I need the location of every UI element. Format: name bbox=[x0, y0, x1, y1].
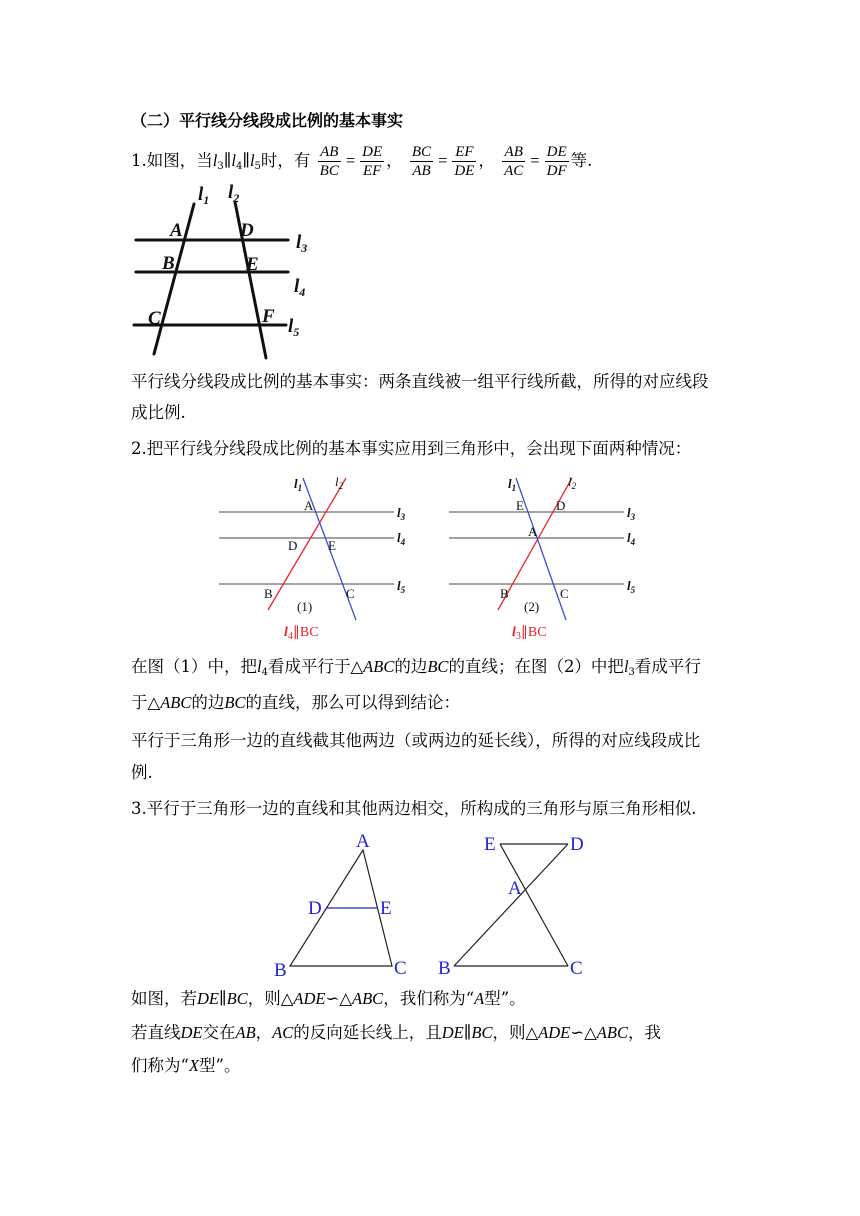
para2-line-1: 在图（1）中，把$l_4$看成平行于△ABC的边BC的直线；在图（2）中把$l_3$看成平行 bbox=[131, 657, 701, 678]
label-l4: $l_4$ bbox=[294, 276, 306, 299]
label-l5: $l_5$ bbox=[288, 316, 300, 339]
svg-text:B: B bbox=[500, 586, 509, 601]
svg-text:C: C bbox=[570, 958, 583, 979]
svg-text:A: A bbox=[304, 498, 314, 513]
label-F: F bbox=[262, 306, 275, 327]
svg-text:E: E bbox=[380, 898, 392, 919]
svg-text:A: A bbox=[528, 524, 538, 539]
figure-parallel-lines bbox=[128, 182, 328, 367]
fraction: $\frac{DE}{DF}$ bbox=[546, 144, 567, 179]
svg-text:D: D bbox=[288, 538, 298, 553]
svg-text:D: D bbox=[308, 898, 322, 919]
label-D: D bbox=[240, 220, 254, 241]
fraction: $\frac{EF}{DE}$ bbox=[454, 144, 475, 179]
svg-text:(2): (2) bbox=[524, 599, 540, 614]
x-type-line-1: 若直线DE交在AB，AC的反向延长线上，且DE∥BC，则△ADE∽△ABC，我 bbox=[131, 1023, 661, 1042]
svg-text:E: E bbox=[516, 498, 524, 513]
item3-statement: 3.平行于三角形一边的直线和其他两边相交，所构成的三角形与原三角形相似. bbox=[131, 799, 697, 818]
svg-text:l5: $l_5$ bbox=[627, 578, 636, 595]
svg-text:l4: $l_4$ bbox=[397, 530, 406, 547]
svg-text:l1: $l_1$ bbox=[508, 476, 517, 493]
svg-text:B: B bbox=[264, 586, 273, 601]
svg-text:C: C bbox=[394, 958, 407, 979]
fraction: $\frac{BC}{AB}$ bbox=[411, 144, 432, 179]
svg-text:B: B bbox=[438, 958, 451, 979]
section-title: （二）平行线分线段成比例的基本事实 bbox=[131, 111, 404, 130]
conclusion-line-1: 平行于三角形一边的直线截其他两边（或两边的延长线），所得的对应线段成比 bbox=[131, 731, 701, 750]
fact-line-2: 成比例. bbox=[131, 403, 186, 422]
fraction: $\frac{AB}{BC}$ bbox=[319, 144, 339, 179]
svg-text:A: A bbox=[508, 878, 522, 899]
svg-text:l2: $l_2$ bbox=[568, 474, 577, 491]
svg-text:E: E bbox=[328, 538, 336, 553]
fraction: $\frac{DE}{EF}$ bbox=[362, 144, 383, 179]
svg-text:(1): (1) bbox=[297, 599, 313, 614]
a-type-statement: 如图，若DE∥BC，则△ADE∽△ABC，我们称为“A型”。 bbox=[131, 989, 526, 1008]
svg-text:B: B bbox=[274, 960, 287, 981]
figure3-x-type bbox=[434, 828, 594, 980]
svg-text:l3: $l_3$ bbox=[627, 505, 636, 522]
svg-text:l1: $l_1$ bbox=[294, 476, 303, 493]
label-E: E bbox=[246, 254, 259, 275]
item1-statement: 1.如图，当$l_3\parallel l_4\parallel l_5$时，有 $\frac{AB}{BC}$ = $\frac{DE}{EF}$ ， $\frac{BC}{AB}$ = $\frac{EF}{DE}$ ， $\frac{AB}{AC}$ = $\frac{DE}{DF}$ 等. bbox=[131, 144, 593, 179]
svg-text:l3∥BC: $l_3\parallel BC$ bbox=[512, 625, 547, 642]
fact-line-1: 平行线分线段成比例的基本事实：两条直线被一组平行线所截，所得的对应线段 bbox=[131, 372, 709, 391]
svg-text:E: E bbox=[484, 834, 496, 855]
svg-text:l5: $l_5$ bbox=[397, 578, 406, 595]
figure3-a-type bbox=[270, 828, 420, 980]
svg-text:A: A bbox=[356, 831, 370, 852]
conclusion-line-2: 例. bbox=[131, 763, 153, 782]
label-B: B bbox=[162, 253, 175, 274]
label-l3: $l_3$ bbox=[296, 232, 308, 255]
svg-text:C: C bbox=[560, 586, 569, 601]
item2-statement: 2.把平行线分线段成比例的基本事实应用到三角形中，会出现下面两种情况： bbox=[131, 439, 692, 458]
svg-text:l4: $l_4$ bbox=[627, 530, 636, 547]
figure2-right bbox=[446, 470, 646, 642]
svg-text:C: C bbox=[346, 586, 355, 601]
label-l1: $l_1$ bbox=[198, 184, 210, 207]
svg-text:D: D bbox=[556, 498, 566, 513]
label-C: C bbox=[148, 308, 161, 329]
label-l2: $l_2$ bbox=[228, 182, 240, 205]
figure2-left bbox=[216, 470, 416, 642]
label-A: A bbox=[170, 220, 183, 241]
svg-text:l3: $l_3$ bbox=[397, 505, 406, 522]
svg-text:l2: $l_2$ bbox=[335, 474, 344, 491]
para2-line-2: 于△ABC的边BC的直线，那么可以得到结论： bbox=[131, 693, 460, 712]
svg-text:l4∥BC: $l_4\parallel BC$ bbox=[284, 625, 319, 642]
svg-text:D: D bbox=[570, 834, 584, 855]
fraction: $\frac{AB}{AC}$ bbox=[504, 144, 524, 179]
x-type-line-2: 们称为“X型”。 bbox=[131, 1056, 241, 1075]
